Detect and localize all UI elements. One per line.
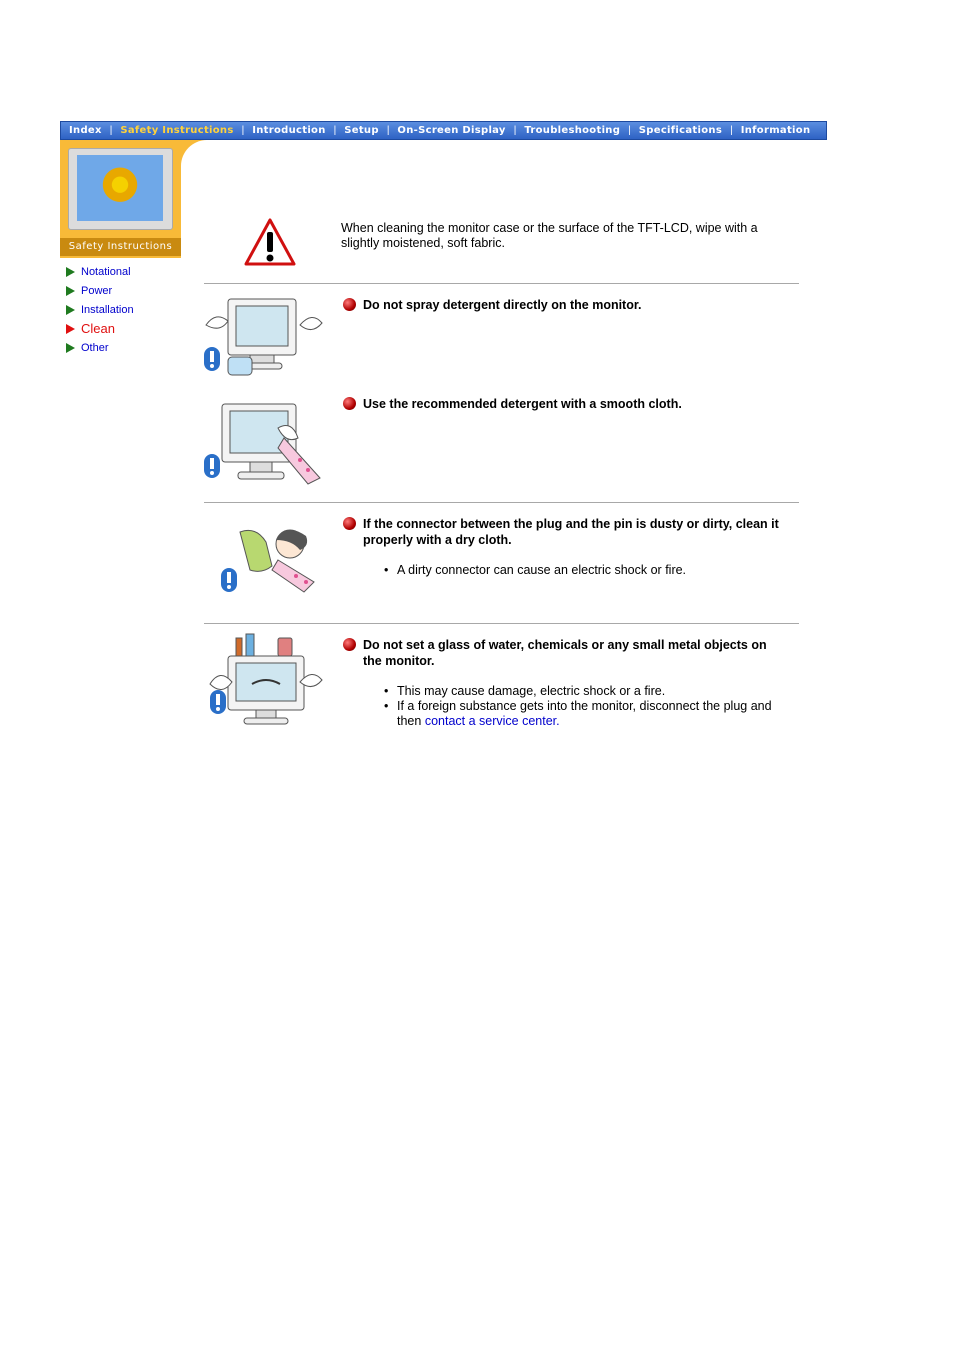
nav-index[interactable]: Index (69, 125, 102, 136)
monitor-objects-illustration (206, 632, 326, 728)
monitor-spray-illustration (200, 295, 326, 377)
item-4-notes (384, 684, 794, 729)
divider (204, 623, 799, 624)
top-navigation (60, 121, 827, 140)
nav-troubleshooting[interactable]: Troubleshooting (524, 125, 621, 136)
sidebar-item-notational[interactable] (66, 262, 134, 281)
nav-information[interactable]: Information (740, 125, 811, 136)
intro-text: When cleaning the monitor case or the surface of the TFT-LCD, wipe with a slightly moistened, soft fabric. (341, 221, 758, 250)
nav-setup[interactable]: Setup (344, 125, 379, 136)
list-item: • This may cause damage, electric shock or a fire. (384, 684, 794, 699)
nav-separator: | (109, 125, 113, 136)
triangle-right-icon (66, 286, 75, 296)
clean-item-2 (343, 396, 783, 412)
sidebar-item-label: Other (81, 341, 109, 354)
sidebar-menu (66, 262, 134, 357)
nav-safety-instructions[interactable]: Safety Instructions (120, 125, 234, 136)
sidebar-item-installation[interactable] (66, 300, 134, 319)
sidebar-item-label: Power (81, 284, 113, 297)
list-item: • A dirty connector can cause an electric shock or fire. (384, 563, 794, 578)
monitor-cloth-illustration (200, 398, 326, 486)
monitor-image (68, 148, 173, 230)
nav-separator: | (628, 125, 631, 136)
nav-separator: | (386, 125, 390, 136)
red-bullet-icon (343, 397, 356, 410)
item-title: Do not set a glass of water, chemicals or any small metal objects on the monitor. (363, 638, 767, 668)
sidebar-item-power[interactable] (66, 281, 134, 300)
red-bullet-icon (343, 517, 356, 530)
divider (204, 502, 799, 503)
triangle-right-icon (66, 305, 75, 315)
nav-separator: | (333, 125, 337, 136)
clean-item-4 (343, 637, 783, 669)
nav-separator: | (513, 125, 517, 136)
nav-specifications[interactable]: Specifications (638, 125, 723, 136)
list-item (384, 699, 794, 729)
triangle-right-icon (66, 324, 75, 334)
sidebar-item-label: Clean (81, 321, 115, 336)
plug-cleaning-illustration (218, 520, 322, 594)
sidebar-item-clean[interactable] (66, 319, 134, 338)
sidebar-item-label: Notational (81, 265, 131, 278)
red-bullet-icon (343, 638, 356, 651)
item-3-notes (384, 563, 794, 578)
contact-service-center-link[interactable]: contact a service center. (424, 714, 560, 728)
nav-separator: | (241, 125, 245, 136)
warning-triangle-icon (243, 217, 297, 267)
clean-item-1 (343, 297, 783, 313)
sidebar-section-title: Safety Instructions (60, 238, 181, 256)
nav-introduction[interactable]: Introduction (252, 125, 326, 136)
nav-separator: | (730, 125, 733, 136)
red-bullet-icon (343, 298, 356, 311)
hero-corner (181, 140, 208, 258)
triangle-right-icon (66, 343, 75, 353)
clean-item-3 (343, 516, 783, 548)
triangle-right-icon (66, 267, 75, 277)
item-title: Use the recommended detergent with a smooth cloth. (363, 397, 682, 411)
item-title: If the connector between the plug and the pin is dusty or dirty, clean it properly with a dry cloth. (363, 517, 779, 547)
item-title: Do not spray detergent directly on the monitor. (363, 298, 642, 312)
sidebar-item-other[interactable] (66, 338, 134, 357)
sidebar-item-label: Installation (81, 303, 134, 316)
divider (204, 283, 799, 284)
flower-screen (77, 155, 163, 221)
nav-on-screen-display[interactable]: On-Screen Display (397, 125, 506, 136)
list-item-text: If a foreign substance gets into the monitor, disconnect the plug and then (397, 699, 772, 728)
